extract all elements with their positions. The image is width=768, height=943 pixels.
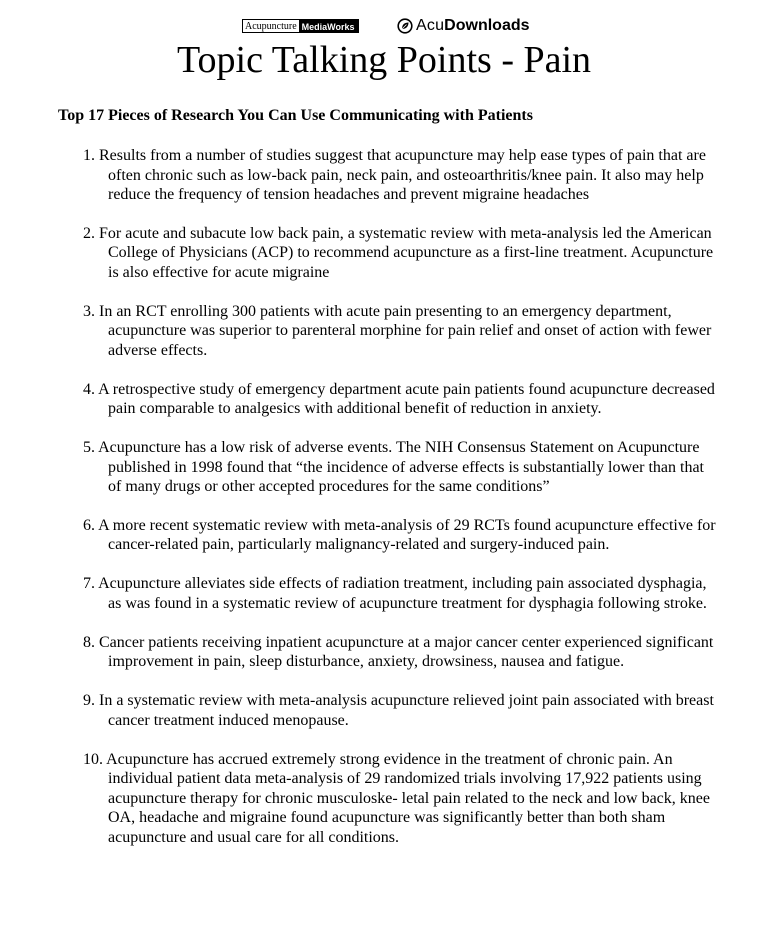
list-item-body (83, 516, 768, 555)
list-item-text: Acupuncture alleviates side effects of radiation treatment, including pain associated dysphagia, as was found in a systematic review of acupuncture treatment for dysphagia following stroke. (98, 575, 707, 612)
list-item-number: 3. (83, 302, 95, 320)
list-item-body (83, 302, 768, 361)
list-item (0, 691, 768, 730)
list-item-text: Cancer patients receiving inpatient acupuncture at a major cancer center experienced significant improvement in pain, sleep disturbance, anxiety, drowsiness, nausea and fatigue. (99, 633, 714, 671)
list-item-body (83, 224, 768, 283)
list-item (0, 574, 768, 613)
list-item-text: A retrospective study of emergency department acute pain patients found acupuncture decreased pain comparable to analgesics with additional benefit of reduction in anxiety. (98, 380, 715, 418)
list-item-text: In an RCT enrolling 300 patients with acute pain presenting to an emergency department, acupuncture was superior to parenteral morphine for pain relief and onset of action with fewer adverse effects. (99, 302, 712, 359)
list-item (0, 224, 768, 283)
research-list (0, 146, 768, 866)
logo-right-bold-text: Downloads (444, 17, 530, 34)
acudownloads-logo (397, 17, 530, 35)
list-item-number: 2. (83, 224, 95, 242)
list-item (0, 438, 768, 497)
list-item (0, 633, 768, 672)
acupuncture-mediaworks-logo (242, 19, 359, 33)
list-item-number: 1. (83, 147, 95, 164)
list-item-text: Results from a number of studies suggest that acupuncture may help ease types of pain that are often chronic such as low-back pain, neck pain, and osteoarthritis/knee pain. It also may help reduce the frequency of tension headaches and prevent migraine headaches (99, 147, 706, 203)
list-item (0, 380, 768, 419)
list-item-body (83, 380, 768, 419)
list-item (0, 750, 768, 848)
list-item-number: 9. (83, 692, 95, 710)
list-item-number: 10. (83, 750, 103, 768)
list-item-body (83, 438, 768, 497)
list-item-number: 5. (83, 439, 95, 457)
logo-left-dark-text: MediaWorks (299, 20, 358, 32)
list-item (0, 146, 768, 205)
list-item-number: 4. (83, 380, 95, 398)
logo-left-light-text: Acupuncture (245, 21, 297, 32)
list-item-text: Acupuncture has accrued extremely strong evidence in the treatment of chronic pain. An individual patient data meta-analysis of 29 randomized trials involving 17,922 patients using acupuncture therapy for chronic musculoske- letal pain related to the neck and low back, knee OA, headache and migraine found acupuncture was significantly better than both sham acupuncture and usual care for all conditions. (106, 750, 710, 846)
list-item-number: 8. (83, 633, 95, 651)
list-item-body (83, 750, 768, 848)
list-item (0, 302, 768, 361)
logo-right-light-text: Acu (416, 17, 445, 34)
header-logos (0, 17, 768, 37)
list-item-text: A more recent systematic review with meta-analysis of 29 RCTs found acupuncture effective for cancer-related pain, particularly malignancy-related and surgery-induced pain. (98, 516, 716, 554)
list-item-body (83, 146, 768, 205)
list-item-text: Acupuncture has a low risk of adverse events. The NIH Consensus Statement on Acupuncture published in 1998 found that “the incidence of adverse effects is substantially lower than that of many drugs or other accepted procedures for the same conditions” (98, 439, 704, 496)
list-item-body (83, 691, 768, 730)
list-item-body (83, 574, 768, 613)
acudownloads-leaf-icon (397, 18, 413, 34)
list-item-number: 6. (83, 516, 95, 534)
list-item-text: In a systematic review with meta-analysis acupuncture relieved joint pain associated with breast cancer treatment induced menopause. (99, 692, 714, 729)
list-item-text: For acute and subacute low back pain, a systematic review with meta-analysis led the American College of Physicians (ACP) to recommend acupuncture as a first-line treatment. Acupuncture is also effective for acute migraine (99, 224, 714, 281)
list-item-body (83, 633, 768, 672)
list-item-number: 7. (83, 575, 95, 593)
list-item (0, 516, 768, 555)
page-title: Topic Talking Points - Pain (176, 39, 592, 81)
section-subtitle: Top 17 Pieces of Research You Can Use Communicating with Patients (58, 107, 533, 124)
